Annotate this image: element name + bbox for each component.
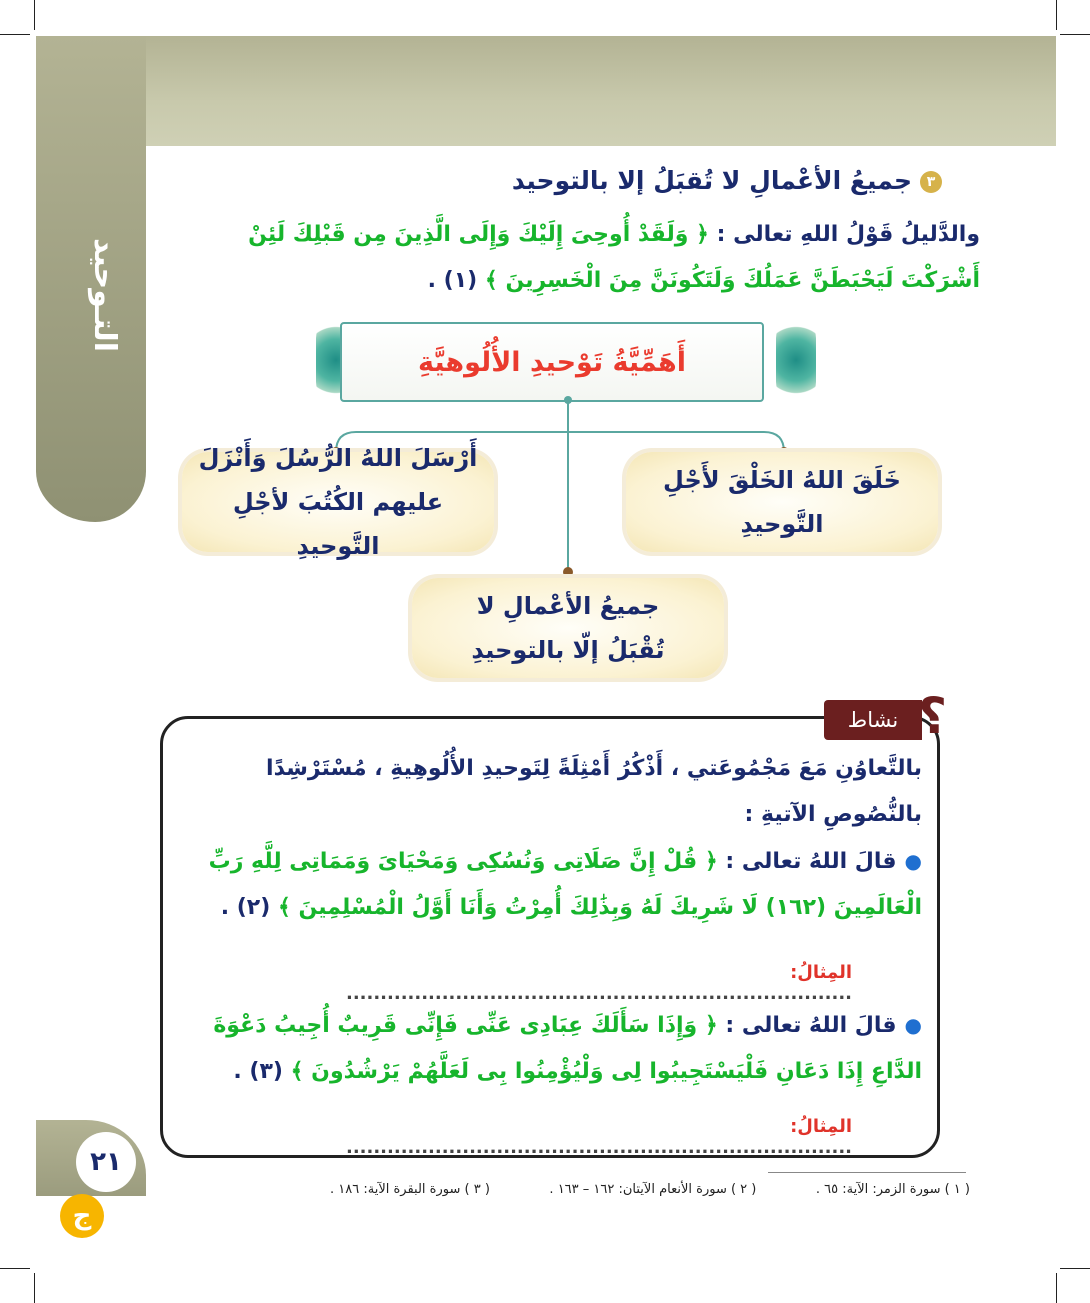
sidebar-title: التـوحيد	[87, 237, 122, 353]
diagram-box-left	[182, 444, 494, 560]
footnote-3: ( ٣ ) سورة البقرة الآية: ١٨٦ .	[330, 1182, 490, 1197]
example-answer-line[interactable]: ..........................................................................	[345, 983, 852, 1004]
activity-intro: بالتَّعاوُنِ مَعَ مَجْمُوعَتي ، أَذْكُرُ أَمْثِلَةً لِتَوحيدِ الأُلُوهِيةِ ، مُسْتَرْشِدًا بالنُّصُوصِ الآتيةِ :	[266, 756, 922, 827]
section-heading-text: جميعُ الأعْمالِ لا تُقبَلُ إلا بالتوحيد	[511, 166, 912, 195]
item1-ayah: ﴿ قُلْ إِنَّ صَلَاتِى وَنُسُكِى وَمَحْيَاىَ وَمَمَاتِى لِلَّهِ رَبِّ الْعَالَمِينَ (١٦٢) لَا شَرِيكَ لَهُ وَبِذَٰلِكَ أُمِرْتُ وَأَنَا أَوَّلُ الْمُسْلِمِينَ ﴾	[208, 849, 922, 920]
activity-body	[182, 746, 922, 931]
item2-intro: قالَ اللهُ تعالى :	[725, 1013, 897, 1038]
proof-ayah: ﴿ وَلَقَدْ أُوحِىَ إِلَيْكَ وَإِلَى الَّذِينَ مِن قَبْلِكَ لَئِنْ أَشْرَكْتَ لَيَحْبَطَنَّ عَمَلُكَ وَلَتَكُونَنَّ مِنَ الْخَسِرِينَ ﴾	[248, 222, 980, 293]
connector-dot	[563, 567, 573, 577]
question-mark-icon: ؟	[918, 687, 948, 745]
item1-intro: قالَ اللهُ تعالى :	[725, 849, 897, 874]
footnote-1: ( ١ ) سورة الزمر: الآية: ٦٥ .	[815, 1182, 970, 1197]
publisher-logo-icon: ج	[60, 1194, 104, 1238]
proof-reference: (١) .	[427, 268, 478, 293]
diagram-box-bottom-text: جميعُ الأعْمالِ لا تُقْبَلُ إلّا بالتوحيدِ	[471, 592, 665, 664]
activity-item-2	[182, 1002, 922, 1095]
item1-reference: (٢) .	[220, 895, 271, 920]
footnote-2: ( ٢ ) سورة الأنعام الآيتان: ١٦٢ – ١٦٣ .	[549, 1182, 757, 1197]
footnotes	[330, 1182, 970, 1197]
activity-tag: نشاط	[824, 700, 922, 740]
proof-intro: والدَّليلُ قَوْلُ اللهِ تعالى :	[716, 222, 980, 247]
diagram-title: أَهَمِّيَّةُ تَوْحيدِ الأُلُوهيَّةِ	[418, 346, 686, 378]
example-row-2[interactable]	[292, 1116, 852, 1158]
example-label: المِثالُ:	[790, 1116, 852, 1137]
connector-dot	[564, 396, 572, 404]
footnote-divider	[768, 1172, 966, 1173]
diagram-box-right-text: خَلَقَ اللهُ الخَلْقَ لأَجْلِ التَّوحيدِ	[663, 466, 901, 538]
example-label: المِثالُ:	[790, 962, 852, 983]
bullet-icon: ●	[904, 849, 922, 873]
page-number: ٢١	[76, 1132, 136, 1192]
diagram-box-right	[626, 452, 938, 552]
item2-ayah: ﴿ وَإِذَا سَأَلَكَ عِبَادِى عَنِّى فَإِنِّى قَرِيبٌ أُجِيبُ دَعْوَةَ الدَّاعِ إِذَا دَعَانِ فَلْيَسْتَجِيبُوا لِى وَلْيُؤْمِنُوا بِى لَعَلَّهُمْ يَرْشُدُونَ ﴾	[213, 1013, 922, 1084]
item2-reference: (٣) .	[233, 1059, 283, 1084]
diagram-box-bottom	[412, 578, 724, 678]
bullet-icon: ●	[904, 1013, 922, 1037]
diagram-box-left-text: أَرْسَلَ اللهُ الرُّسُلَ وَأَنْزَلَ عليهم الكُتُبَ لأجْلِ التَّوحيدِ	[198, 444, 478, 560]
section-number-badge: ٣	[920, 171, 942, 193]
example-answer-line[interactable]: ..........................................................................	[345, 1137, 852, 1158]
activity-item-1	[182, 838, 922, 931]
example-row-1[interactable]	[292, 962, 852, 1004]
